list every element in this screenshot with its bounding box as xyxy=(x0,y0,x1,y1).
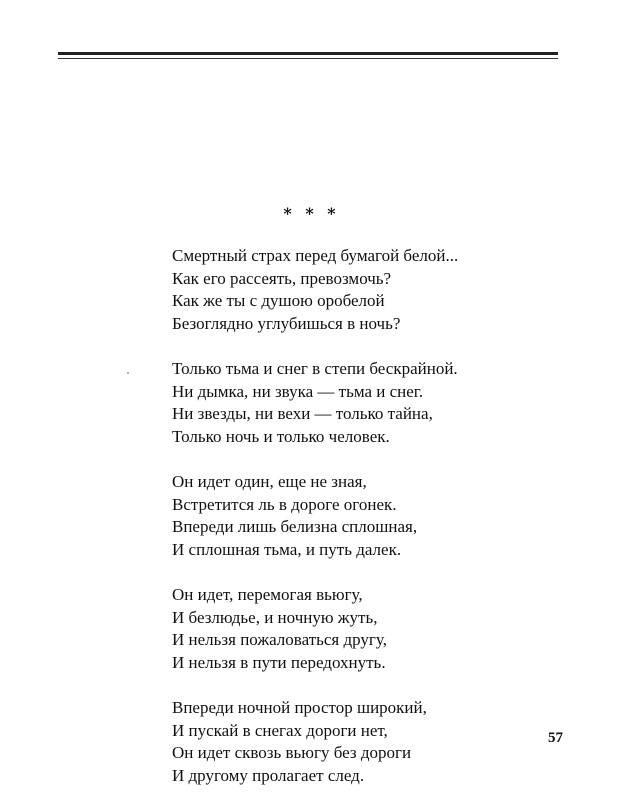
poem-line: Как же ты с душою оробелой xyxy=(172,291,385,310)
header-rule-thick xyxy=(58,52,558,55)
poem-line: И сплошная тьма, и путь далек. xyxy=(172,539,402,559)
poem-line: Он идет один, еще не зная, xyxy=(172,472,367,491)
page-number: 57 xyxy=(548,730,563,746)
stanza xyxy=(172,245,552,335)
poem-line: И нельзя пожаловаться другу, xyxy=(172,630,387,649)
poem-line: И другому пролагает след. xyxy=(172,765,365,785)
poem-line: Только тьма и снег в степи бескрайной. xyxy=(172,359,458,378)
poem-line: И пускай в снегах дороги нет, xyxy=(172,720,388,740)
poem-line: Он идет сквозь вьюгу без дороги xyxy=(172,743,412,762)
section-asterism: * * * xyxy=(283,204,340,223)
stanza xyxy=(172,697,552,787)
stanza xyxy=(172,471,552,561)
header-rule-thin xyxy=(58,58,558,59)
poem-line: Ни дымка, ни звука — тьма и снег. xyxy=(172,381,424,401)
poem-line: Впереди лишь белизна сплошная, xyxy=(172,517,418,536)
poem-line: Он идет, перемогая вьюгу, xyxy=(172,585,363,604)
poem-line: Встретится ль в дороге огонек. xyxy=(172,494,397,514)
poem-line: Только ночь и только человек. xyxy=(172,426,390,446)
speck-mark xyxy=(127,372,129,374)
poem xyxy=(172,245,552,810)
stanza xyxy=(172,584,552,674)
poem-line: Как его рассеять, превозмочь? xyxy=(172,268,392,288)
poem-line: И безлюдье, и ночную жуть, xyxy=(172,607,378,627)
poem-line: И нельзя в пути передохнуть. xyxy=(172,652,386,672)
poem-line: Смертный страх перед бумагой белой... xyxy=(172,246,459,265)
stanza xyxy=(172,358,552,448)
poem-line: Безоглядно углубишься в ночь? xyxy=(172,313,401,333)
poem-line: Впереди ночной простор широкий, xyxy=(172,698,427,717)
poem-line: Ни звезды, ни вехи — только тайна, xyxy=(172,404,433,423)
